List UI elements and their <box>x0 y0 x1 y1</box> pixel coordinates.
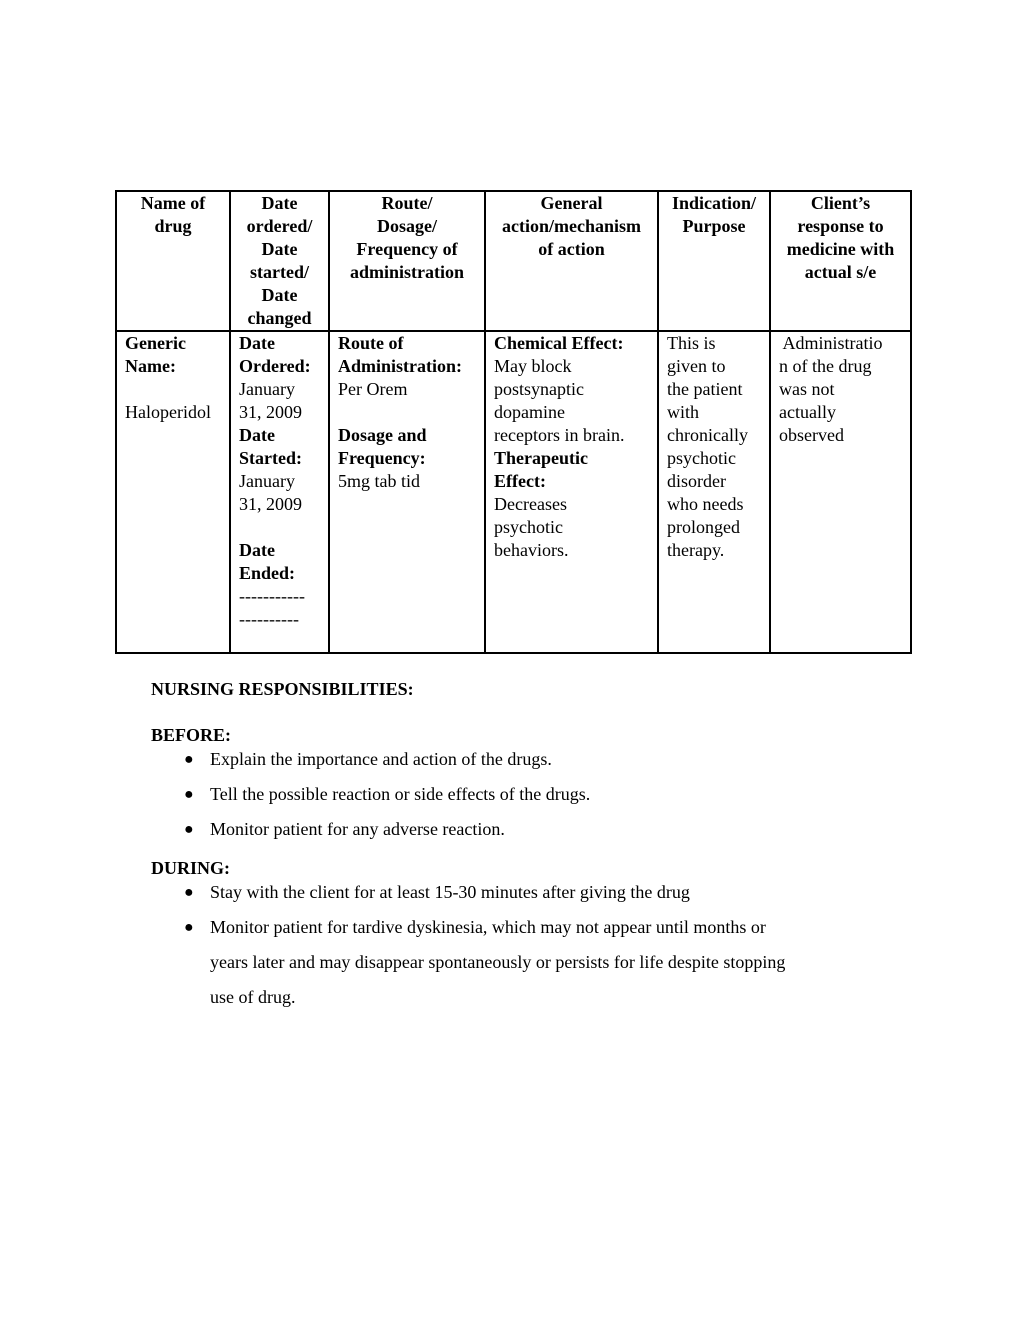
nursing-responsibilities-title: NURSING RESPONSIBILITIES: <box>151 679 414 699</box>
list-item: ● Monitor patient for tardive dyskinesia, which may not appear until months or years later and may disappear spontaneously or persists for life despite stopping use of drug. <box>151 910 871 1015</box>
before-heading: BEFORE: <box>151 725 232 745</box>
cell-client-response: Administratio n of the drug was not actually observed <box>770 331 911 653</box>
list-item: ● Stay with the client for at least 15-30 minutes after giving the drug <box>151 875 871 910</box>
bullet-icon: ● <box>184 751 194 768</box>
cell-route-dosage: Route of Administration: Per Orem Dosage and Frequency: 5mg tab tid <box>329 331 485 653</box>
during-heading: DURING: <box>151 858 230 878</box>
cell-drug-name: Generic Name: Haloperidol <box>116 331 230 653</box>
before-section <box>151 724 871 847</box>
bullet-icon: ● <box>184 884 194 901</box>
before-list <box>151 742 871 847</box>
header-name-of-drug: Name of drug <box>116 191 230 331</box>
header-dates: Date ordered/ Date started/ Date changed <box>230 191 329 331</box>
header-indication: Indication/ Purpose <box>658 191 770 331</box>
header-general-action: General action/mechanism of action <box>485 191 658 331</box>
during-section <box>151 857 871 1015</box>
cell-dates: Date Ordered: January 31, 2009 Date Started: January 31, 2009 Date Ended: ----------- ---------- <box>230 331 329 653</box>
table-header-row <box>116 191 911 331</box>
list-item: ● Explain the importance and action of the drugs. <box>151 742 871 777</box>
during-list <box>151 875 871 1015</box>
bullet-icon: ● <box>184 786 194 803</box>
bullet-icon: ● <box>184 919 194 936</box>
header-client-response: Client’s response to medicine with actual s/e <box>770 191 911 331</box>
drug-study-table <box>115 190 912 654</box>
table-row <box>116 331 911 653</box>
list-item: ● Monitor patient for any adverse reaction. <box>151 812 871 847</box>
bullet-icon: ● <box>184 821 194 838</box>
cell-general-action: Chemical Effect: May block postsynaptic dopamine receptors in brain. Therapeutic Effect: Decreases psychotic behaviors. <box>485 331 658 653</box>
list-item: ● Tell the possible reaction or side effects of the drugs. <box>151 777 871 812</box>
header-route-dosage: Route/ Dosage/ Frequency of administration <box>329 191 485 331</box>
cell-indication: This is given to the patient with chronically psychotic disorder who needs prolonged therapy. <box>658 331 770 653</box>
